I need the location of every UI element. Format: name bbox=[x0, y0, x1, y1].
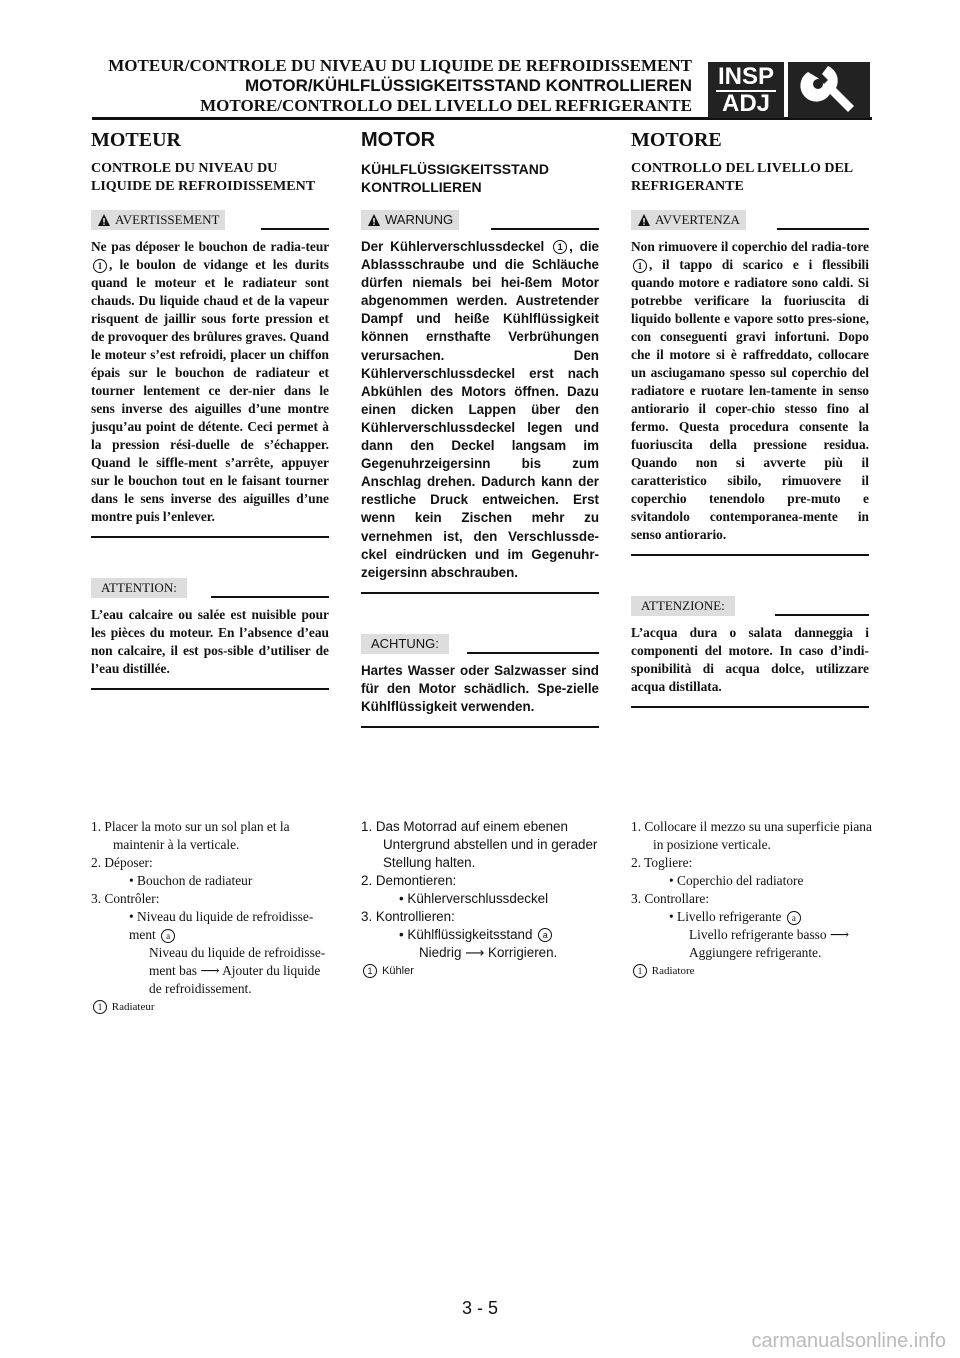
section-subtitle: KÜHLFLÜSSIGKEITSSTAND KONTROLLIEREN bbox=[361, 161, 549, 195]
step-1: 1. Placer la moto sur un sol plan et la maintenir à la verticale. bbox=[91, 819, 290, 852]
warning-header bbox=[631, 210, 869, 232]
step-2: 2. Demontieren: bbox=[361, 873, 457, 888]
caution-header bbox=[91, 578, 329, 600]
header-title-de: MOTOR/KÜHLFLÜSSIGKEITSSTAND KONTROLLIEREN bbox=[244, 76, 692, 95]
callout-1-icon: 1 bbox=[633, 964, 647, 978]
header-title-it: MOTORE/CONTROLLO DEL LIVELLO DEL REFRIGERANTE bbox=[200, 96, 692, 115]
step-2: 2. Togliere: bbox=[631, 855, 693, 870]
step-3: 3. Kontrollieren: bbox=[361, 909, 455, 924]
callout-1-icon: 1 bbox=[633, 259, 647, 273]
section-subtitle: CONTROLE DU NIVEAU DU LIQUIDE DE REFROIDISSEMENT bbox=[91, 161, 316, 194]
caution-end-rule bbox=[91, 688, 329, 690]
step-2-item: • Coperchio del radiatore bbox=[669, 873, 804, 888]
wrench-icon bbox=[788, 62, 870, 118]
caution-text: L’eau calcaire ou salée est nuisible pour les pièces du moteur. En l’absence d’eau non calcaire, il est pos-sible d’utiliser de l’eau distillée. bbox=[91, 607, 329, 676]
caution-badge: ATTENTION: bbox=[91, 578, 187, 598]
caution-badge: ACHTUNG: bbox=[361, 634, 449, 654]
caution-rule bbox=[211, 596, 329, 598]
step-3-item: • Niveau du liquide de refroidisse-ment a bbox=[129, 909, 314, 942]
insp-adj-badge bbox=[708, 62, 784, 118]
warning-text: Ne pas déposer le bouchon de radia-teur 1 , le boulon de vidange et les durits quand le moteur et le radiateur sont chauds. Du liquide chaud et de la vapeur risquent de jaillir sous forte pression et de provoquer des brûlures graves. Quand le moteur s’est refroidi, placer un chiffon épais sur le bouchon de radiateur et tourner lentement ce der-nier dans le sens inverse des aiguilles d’une montre jusqu’au point de détente. Ceci permet à la pression rési-duelle de s’échapper. Quand le siffle-ment s’arrête, appuyer sur le bouchon tout en le faisant tourner dans le sens inverse des aiguilles d’une montre puis l’enlever. bbox=[91, 239, 329, 524]
warning-header bbox=[91, 210, 329, 232]
warning-rule bbox=[777, 228, 869, 230]
step-3-item: • Kühlflüssigkeitsstand a bbox=[361, 926, 603, 944]
callout-a-icon: a bbox=[538, 928, 552, 942]
column-it bbox=[631, 128, 869, 708]
step-3-detail: Livello refrigerante basso ⟶ Aggiungere refrigerante. bbox=[689, 927, 850, 960]
step-1: 1. Collocare il mezzo su una superficie piana in posizione verticale. bbox=[631, 819, 872, 852]
footnote: 1 Radiatore bbox=[631, 962, 873, 980]
warning-triangle-icon bbox=[97, 213, 111, 227]
footnote: 1 Radiateur bbox=[91, 998, 333, 1016]
step-2-item: • Kühlerverschlussdeckel bbox=[399, 891, 549, 906]
step-3-detail: Niedrig ⟶ Korrigieren. bbox=[419, 945, 558, 960]
warning-triangle-icon bbox=[367, 213, 381, 227]
step-1: 1. Das Motorrad auf einem ebenen Untergrund abstellen und in gerader Stellung halten. bbox=[361, 819, 598, 870]
step-2-item: • Bouchon de radiateur bbox=[129, 873, 253, 888]
warning-triangle-icon bbox=[637, 213, 651, 227]
section-title: MOTORE bbox=[631, 129, 722, 151]
steps-it bbox=[631, 818, 873, 980]
caution-badge: ATTENZIONE: bbox=[631, 596, 735, 616]
warning-badge bbox=[361, 210, 459, 230]
callout-a-icon: a bbox=[787, 911, 801, 925]
warning-label: AVERTISSEMENT bbox=[115, 212, 220, 227]
column-fr bbox=[91, 128, 329, 690]
section-title: MOTEUR bbox=[91, 129, 181, 151]
section-subtitle: CONTROLLO DEL LIVELLO DEL REFRIGERANTE bbox=[631, 161, 853, 194]
step-2: 2. Déposer: bbox=[91, 855, 153, 870]
caution-end-rule bbox=[631, 706, 869, 708]
caution-rule bbox=[467, 652, 599, 654]
caution-text: L’acqua dura o salata danneggia i componenti del motore. In caso d’indi-sponibilità di acqua dolce, utilizzare acqua distillata. bbox=[631, 625, 869, 694]
page-number: 3 - 5 bbox=[461, 1298, 499, 1318]
column-de bbox=[361, 128, 599, 728]
warning-header bbox=[361, 210, 599, 232]
insp-adj-logo bbox=[708, 62, 870, 118]
steps-de bbox=[361, 818, 603, 980]
page-header bbox=[92, 56, 692, 116]
logo-insp-text: INSP bbox=[717, 63, 774, 90]
step-3: 3. Controllare: bbox=[631, 891, 710, 906]
callout-a-icon: a bbox=[161, 929, 175, 943]
logo-adj-text: ADJ bbox=[721, 90, 770, 117]
warning-text: Non rimuovere il coperchio del radia-tore 1 , il tappo di scarico e i flessibili quando motore e radiatore sono caldi. Si potrebbe verificare la fuoriuscita di liquido bollente e vapore sotto pres-sione, con conseguenti gravi infortuni. Dopo che il motore si è raffreddato, collocare un asciugamano spesso sul coperchio del radiatore e ruotare len-tamente in senso antiorario il coper-chio stesso fino al fermo. Questa procedura consente la fuoriuscita della pressione residua. Quando non si avverte più il caratteristico sibilo, rimuovere il coperchio tenendolo pre-muto e svitandolo contemporanea-mente in senso antiorario. bbox=[631, 239, 869, 542]
warning-label: WARNUNG bbox=[385, 212, 454, 227]
warning-text: Der Kühlerverschlussdeckel 1 , die Ablassschraube und die Schläuche dürfen niemals bei hei-ßem Motor abgenommen werden. Austretender Dampf und heiße Kühlflüssigkeit können ernsthafte Verbrühungen verursachen. Den Kühlerverschlussdeckel erst nach Abkühlen des Motors öffnen. Dazu einen dicken Lappen über den Kühlerverschlussdeckel legen und dann den Deckel langsam im Gegenuhrzeigersinn bis zum Anschlag drehen. Dadurch kann der restliche Druck entweichen. Erst wenn kein Zischen mehr zu vernehmen ist, den Verschlussde-ckel eindrücken und im Gegenuhr-zeigersinn abschrauben. bbox=[361, 239, 599, 580]
watermark: carmanualsonline.info bbox=[751, 1330, 946, 1352]
caution-rule bbox=[775, 614, 869, 616]
warning-badge bbox=[91, 210, 225, 230]
warning-rule bbox=[261, 228, 329, 230]
callout-1-icon: 1 bbox=[93, 1000, 107, 1014]
callout-1-icon: 1 bbox=[93, 259, 107, 273]
warning-badge bbox=[631, 210, 746, 230]
step-3-item: • Livello refrigerante a bbox=[631, 908, 873, 926]
caution-header bbox=[631, 596, 869, 618]
section-title: MOTOR bbox=[361, 129, 436, 151]
callout-1-icon: 1 bbox=[363, 964, 377, 978]
warning-rule bbox=[491, 228, 599, 230]
footnote: 1 Kühler bbox=[361, 962, 603, 980]
warning-label: AVVERTENZA bbox=[655, 212, 740, 227]
caution-text: Hartes Wasser oder Salzwasser sind für den Motor schädlich. Spe-zielle Kühlflüssigkeit verwenden. bbox=[361, 662, 599, 714]
caution-end-rule bbox=[361, 726, 599, 728]
header-title-fr: MOTEUR/CONTROLE DU NIVEAU DU LIQUIDE DE REFROIDISSEMENT bbox=[108, 56, 692, 75]
callout-1-icon: 1 bbox=[553, 240, 567, 254]
step-3: 3. Contrôler: bbox=[91, 891, 160, 906]
step-3-detail: Niveau du liquide de refroidisse-ment bas ⟶ Ajouter du liquide de refroidissement. bbox=[149, 945, 326, 996]
caution-header bbox=[361, 634, 599, 656]
steps-fr bbox=[91, 818, 333, 1016]
